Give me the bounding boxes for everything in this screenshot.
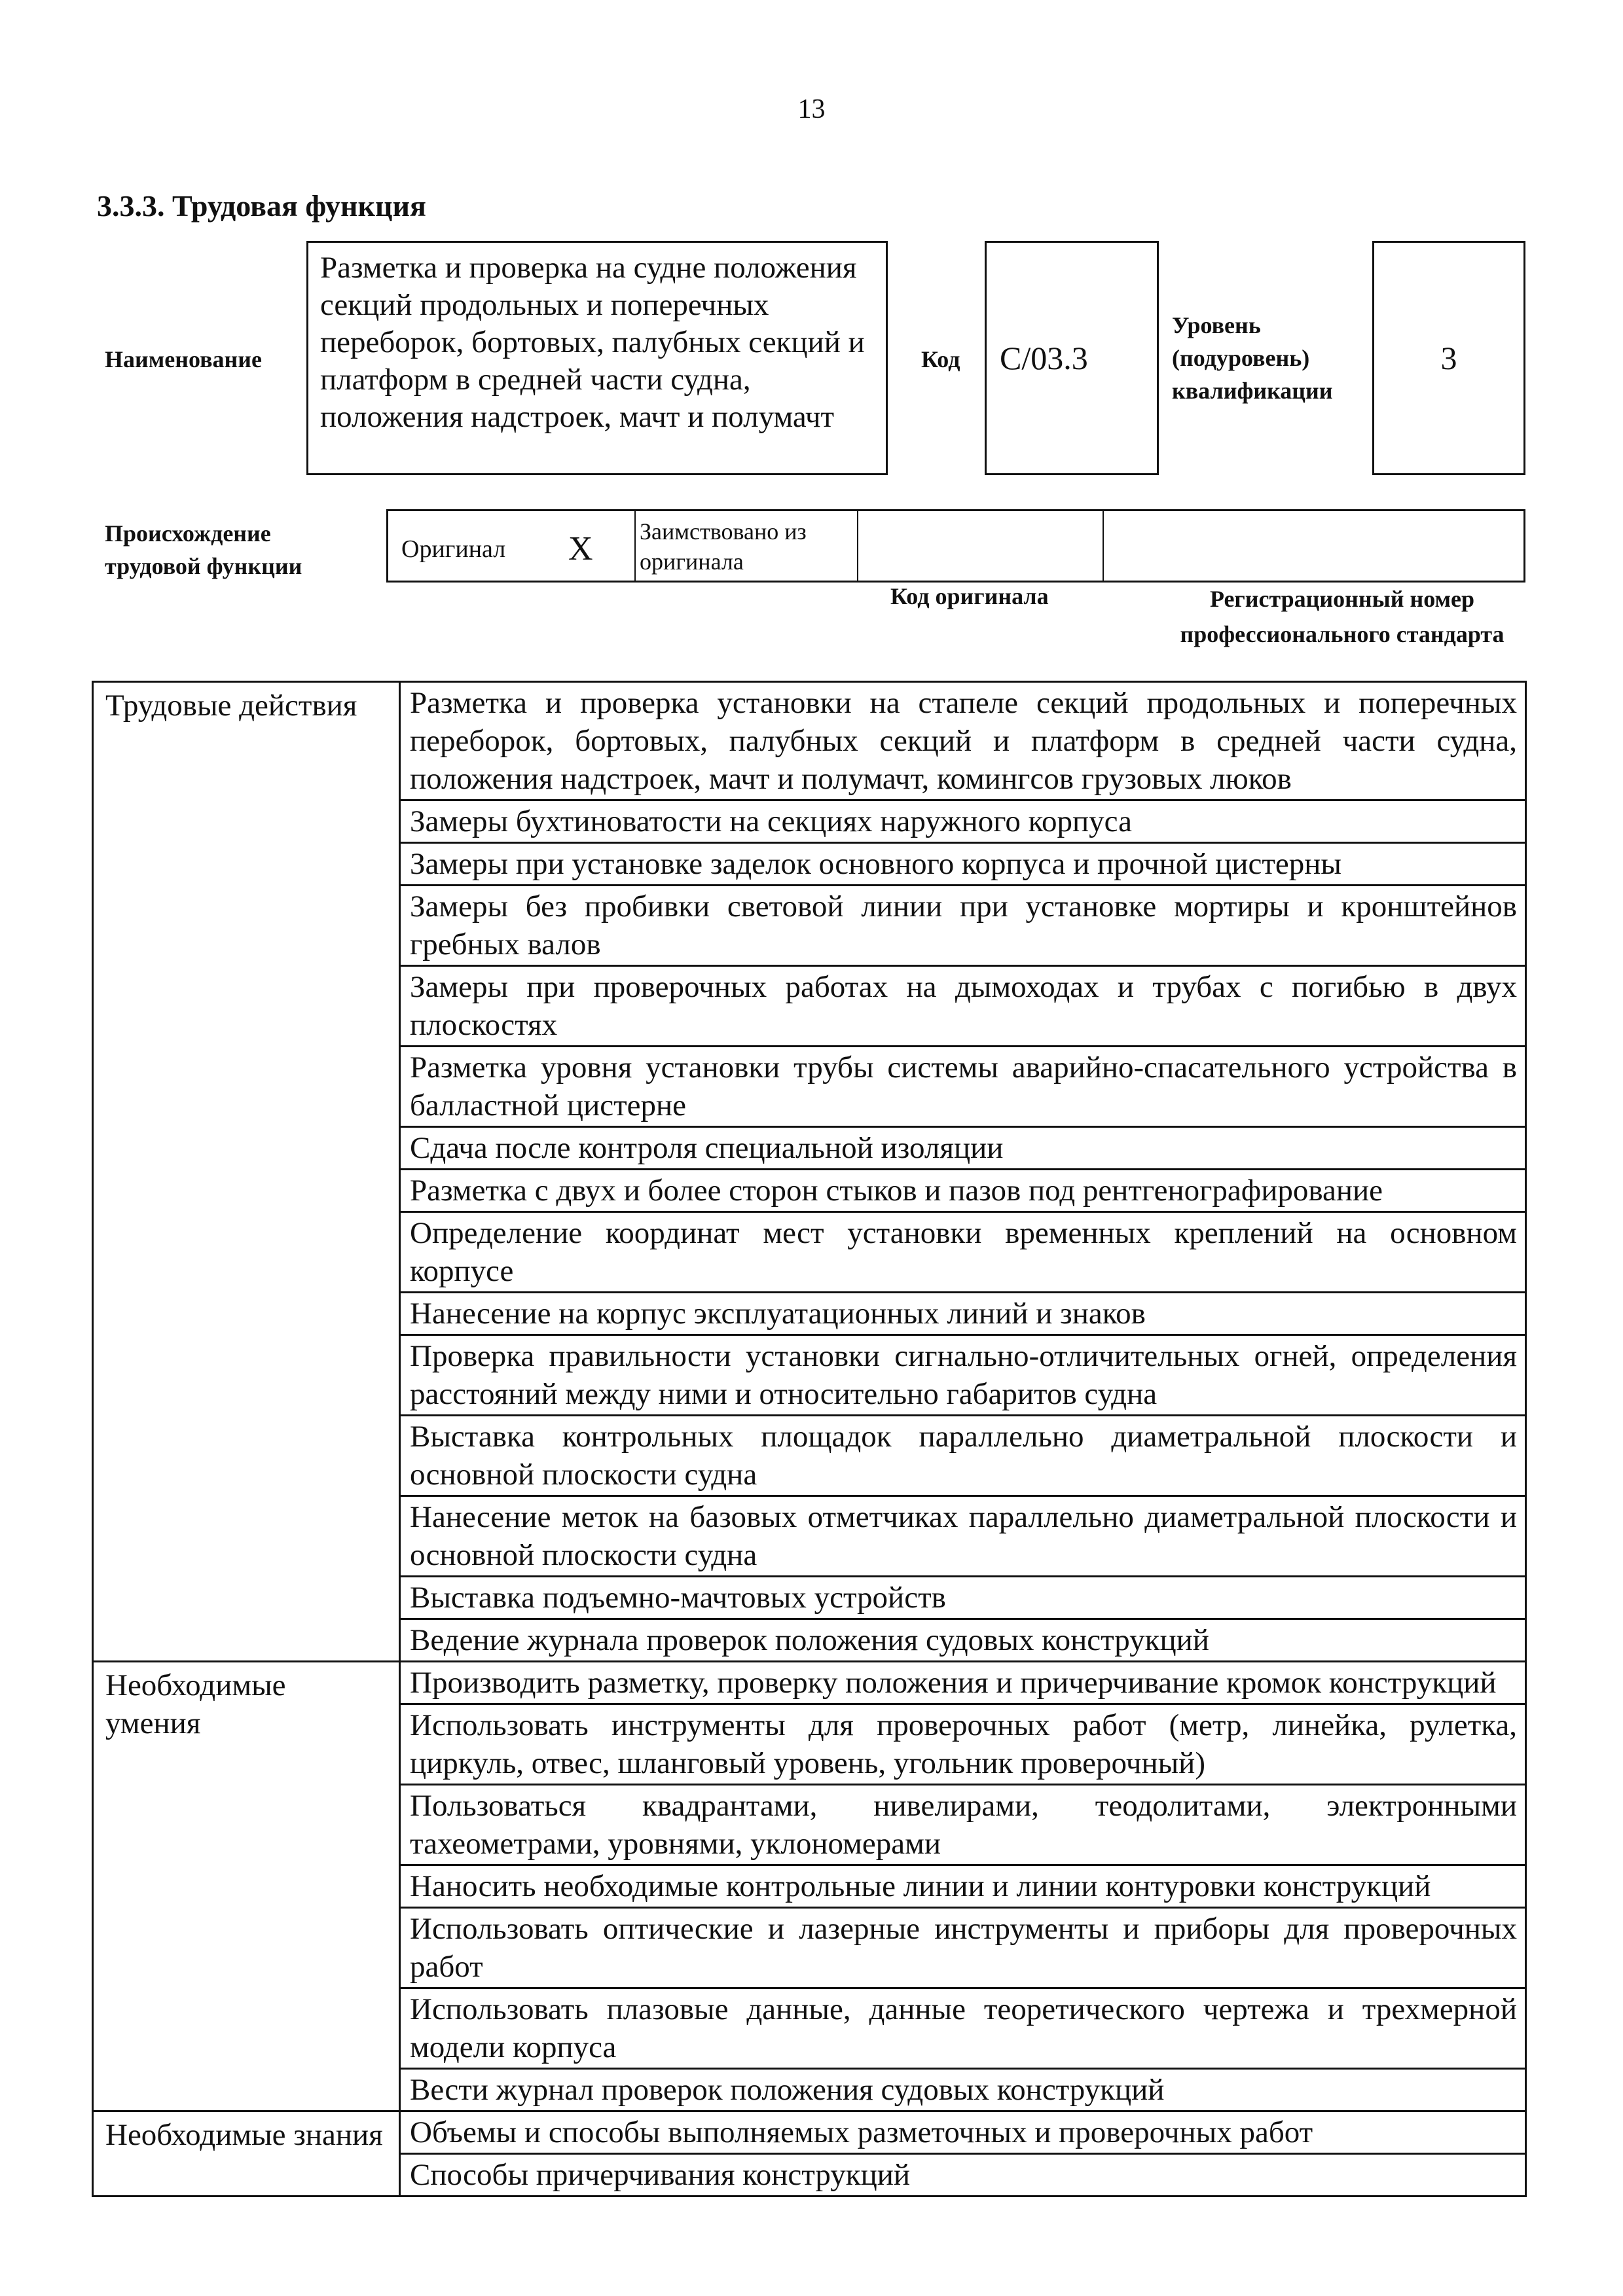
code-label: Код [921, 346, 960, 372]
function-code-field: С/03.3 [985, 241, 1159, 475]
list-item: Нанесение меток на базовых отметчиках параллельно диаметральной плоскости и основной плоскости судна [400, 1496, 1526, 1577]
page-number: 13 [797, 94, 826, 124]
list-item: Пользоваться квадрантами, нивелирами, теодолитами, электронными тахеометрами, уровнями, уклономерами [400, 1785, 1526, 1865]
list-item: Разметка и проверка установки на стапеле секций продольных и поперечных переборок, бортовых, палубных секций и платформ в средней части судна, положения надстроек, мачт и полумачт, комингсов грузовых люков [400, 682, 1526, 800]
borrowed-label: Заимствовано из оригинала [636, 511, 858, 581]
function-details-table [92, 681, 1527, 2197]
origin-label: Происхождение трудовой функции [105, 520, 302, 579]
qualification-level-field: 3 [1372, 241, 1525, 475]
original-mark: X [568, 530, 593, 567]
section-category: Трудовые действия [93, 682, 400, 1662]
list-item: Замеры без пробивки световой линии при установке мортиры и кронштейнов гребных валов [400, 886, 1526, 966]
list-item: Определение координат мест установки временных креплений на основном корпусе [400, 1212, 1526, 1293]
table-row [93, 1662, 1526, 1704]
origin-table [386, 509, 1525, 583]
list-item: Ведение журнала проверок положения судовых конструкций [400, 1619, 1526, 1662]
list-item: Проверка правильности установки сигнально-отличительных огней, определения расстояний между ними и относительно габаритов судна [400, 1335, 1526, 1416]
qualification-level-label: Уровень (подуровень) квалификации [1172, 312, 1333, 404]
list-item: Способы причерчивания конструкций [400, 2154, 1526, 2197]
section-title: 3.3.3. Трудовая функция [97, 189, 426, 223]
registration-number-caption: Регистрационный номер профессионального стандарта [1180, 586, 1504, 647]
table-row [93, 2111, 1526, 2154]
list-item: Производить разметку, проверку положения и причерчивание кромок конструкций [400, 1662, 1526, 1704]
list-item: Использовать плазовые данные, данные теоретического чертежа и трехмерной модели корпуса [400, 1988, 1526, 2069]
list-item: Объемы и способы выполняемых разметочных и проверочных работ [400, 2111, 1526, 2154]
list-item: Замеры бухтиноватости на секциях наружного корпуса [400, 800, 1526, 843]
list-item: Вести журнал проверок положения судовых конструкций [400, 2069, 1526, 2111]
section-category: Необходимые знания [93, 2111, 400, 2197]
list-item: Замеры при проверочных работах на дымоходах и трубах с погибью в двух плоскостях [400, 966, 1526, 1047]
code-original-caption: Код оригинала [890, 583, 1049, 609]
list-item: Нанесение на корпус эксплуатационных линий и знаков [400, 1293, 1526, 1335]
registration-number-cell [1104, 511, 1523, 581]
list-item: Замеры при установке заделок основного корпуса и прочной цистерны [400, 843, 1526, 886]
original-code-cell [858, 511, 1104, 581]
section-category: Необходимые умения [93, 1662, 400, 2111]
list-item: Использовать оптические и лазерные инструменты и приборы для проверочных работ [400, 1908, 1526, 1988]
list-item: Разметка уровня установки трубы системы аварийно-спасательного устройства в балластной цистерне [400, 1047, 1526, 1127]
original-label: Оригинал [401, 535, 506, 563]
list-item: Выставка контрольных площадок параллельно диаметральной плоскости и основной плоскости судна [400, 1416, 1526, 1496]
list-item: Наносить необходимые контрольные линии и линии контуровки конструкций [400, 1865, 1526, 1908]
origin-original-cell [388, 511, 636, 581]
list-item: Выставка подъемно-мачтовых устройств [400, 1577, 1526, 1619]
list-item: Сдача после контроля специальной изоляции [400, 1127, 1526, 1170]
name-label: Наименование [105, 346, 262, 372]
table-row [93, 682, 1526, 800]
list-item: Разметка с двух и более сторон стыков и пазов под рентгенографирование [400, 1170, 1526, 1212]
function-name-field: Разметка и проверка на судне положения секций продольных и поперечных переборок, бортовых, палубных секций и платформ в средней части судна, положения надстроек, мачт и полумачт [306, 241, 888, 475]
list-item: Использовать инструменты для проверочных работ (метр, линейка, рулетка, циркуль, отвес, шланговый уровень, угольник проверочный) [400, 1704, 1526, 1785]
